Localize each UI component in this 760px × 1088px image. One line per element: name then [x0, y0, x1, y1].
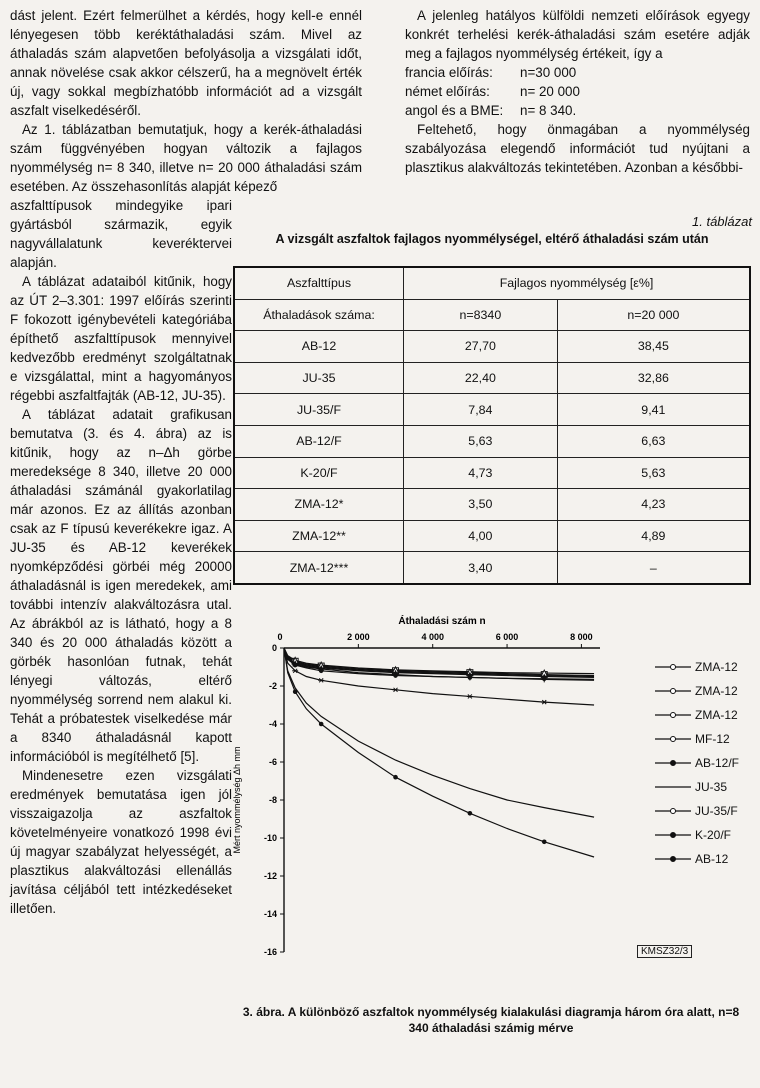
- legend-swatch: [655, 854, 691, 864]
- regulation-label: angol és a BME:: [405, 103, 504, 118]
- table-header-row: [234, 267, 750, 299]
- x-tick-label: 6 000: [495, 632, 519, 642]
- regulation-row: [405, 101, 750, 120]
- right-paragraph-1: A jelenleg hatályos külföldi nemzeti előírások egyegy konkrét terhelési kerék-áthaladási szám esetére adják meg a fajlagos nyommélység értékeit, így a: [405, 8, 750, 61]
- header-type: Aszfalttípus: [234, 267, 404, 299]
- y-tick-label: -4: [268, 719, 277, 729]
- x-tick-label: 4 000: [421, 632, 444, 642]
- table-number: 1. táblázat: [692, 214, 752, 229]
- figure-caption: 3. ábra. A különböző aszfaltok nyommélység kialakulási diagramja három óra alatt, n=8 340 áthaladási számig mérve: [242, 1005, 740, 1035]
- left-paragraph-3: aszfalttípusok mindegyike ipari gyártásból származik, egyik nagyvállalatunk keveréktervei alapján.: [10, 198, 232, 270]
- legend-item: [655, 852, 728, 866]
- left-paragraph-2: Az 1. táblázatban bemutatjuk, hogy a kerék-áthaladási szám függvényében hogyan változik a fajlagos nyommélység n= 8 340, illetve n= 20 000 áthaladási szám esetében. Az összehasonlítás alapját képező: [10, 122, 362, 194]
- cell-type: JU-35: [234, 362, 404, 394]
- legend-swatch: [655, 710, 691, 720]
- subheader-n2: n=20 000: [557, 299, 750, 331]
- cell-v2: 9,41: [557, 394, 750, 426]
- x-tick-label: 8 000: [570, 632, 593, 642]
- left-paragraph-5: A táblázat adatait grafikusan bemutatva (3. és 4. ábra) az is kitűnik, hogy az n–Δh görbe meredeksége 8 340, illetve 20 000 áthaladási számánál gyakorlatilag már azonos. Ez az állítás azonban csak az F típusú keverékekre igaz. A JU-35 és AB-12 keverékek nyomképződési görbéi még 20000 áthaladásnál is igen meredekek, ami további intenzív alakváltozásra utal. Az ábrákból az is látható, hogy a 8 340 és 20 000 áthaladás között a görbék hasonlóan futnak, tehát lényegi változás, eltérő nyommélység sorrend nem alakul ki. Tehát a próbatestek viselkedése már a 8340 áthaladásnál kapott információból is megítélhető [5].: [10, 407, 232, 764]
- table-row: [234, 331, 750, 363]
- cell-v2: 4,23: [557, 489, 750, 521]
- table-row: [234, 552, 750, 584]
- regulation-label: német előírás:: [405, 84, 490, 99]
- legend-swatch: [655, 662, 691, 672]
- legend-label: AB-12/F: [695, 756, 740, 770]
- cell-v2: 38,45: [557, 331, 750, 363]
- left-paragraph-6: Mindenesetre ezen vizsgálati eredmények bemutatása igen jól visszaigazolja az aszfaltok követelményeire vonatkozó 1998 évi új magyar szabályzat helyességét, a plasztikus alakváltozási ellenállás javítása céljából tett intézkedéseket illetően.: [10, 768, 232, 916]
- x-axis-title: Áthaladási szám n: [398, 616, 486, 627]
- y-tick-label: -16: [263, 947, 277, 957]
- x-tick-label: 0: [277, 632, 283, 642]
- regulation-label: francia előírás:: [405, 65, 493, 80]
- table-row: [234, 489, 750, 521]
- left-narrow-block: [10, 196, 232, 918]
- legend-swatch: [655, 734, 691, 744]
- table-row: [234, 520, 750, 552]
- table-subheader-row: [234, 299, 750, 331]
- data-point: [542, 840, 547, 845]
- cell-type: JU-35/F: [234, 394, 404, 426]
- cell-v1: 4,73: [404, 457, 558, 489]
- legend-label: AB-12: [695, 852, 729, 866]
- table-title: A vizsgált aszfaltok fajlagos nyommélységel, eltérő áthaladási szám után: [275, 232, 709, 246]
- legend-item: [655, 804, 738, 818]
- legend-label: K-20/F: [695, 828, 732, 842]
- legend-item: [655, 828, 731, 842]
- legend-swatch: [655, 806, 691, 816]
- regulation-row: [405, 82, 750, 101]
- y-tick-label: -14: [263, 909, 277, 919]
- legend-label: ZMA-12: [695, 684, 738, 698]
- legend-item: [655, 780, 727, 794]
- y-axis-title: Mért nyommélység Δh mm: [232, 746, 242, 854]
- cell-v1: 7,84: [404, 394, 558, 426]
- legend-label: JU-35/F: [695, 804, 738, 818]
- legend-label: ZMA-12: [695, 660, 738, 674]
- regulation-value: n=30 000: [520, 65, 577, 80]
- cell-v1: 27,70: [404, 331, 558, 363]
- data-point: [468, 811, 473, 816]
- legend-item: [655, 732, 730, 746]
- data-point: [319, 722, 324, 727]
- cell-type: ZMA-12**: [234, 520, 404, 552]
- table-row: [234, 394, 750, 426]
- rut-depth-chart: [226, 612, 606, 972]
- subheader-n1: n=8340: [404, 299, 558, 331]
- x-tick-label: 2 000: [347, 632, 370, 642]
- cell-v2: 6,63: [557, 425, 750, 457]
- cell-v1: 22,40: [404, 362, 558, 394]
- regulation-value: n= 20 000: [520, 84, 580, 99]
- figure-code: KMSZ32/3: [637, 945, 692, 958]
- cell-v2: 5,63: [557, 457, 750, 489]
- cell-type: AB-12/F: [234, 425, 404, 457]
- cell-v2: –: [557, 552, 750, 584]
- table-row: [234, 362, 750, 394]
- right-paragraph-2: Feltehető, hogy önmagában a nyommélység szabályozása elegendő információt tud nyújtani a plasztikus alakváltozás tekintetében. Azonban a későbbi-: [405, 122, 750, 175]
- left-paragraph-4: A táblázat adataiból kitűnik, hogy az ÚT 2–3.301: 1997 előírás szerinti F fokozott igénybevételi kategóriába építhető aszfalttípusok mennyivel kedvezőbb eredményt szolgáltatnak e vizsgálattal, mint a hagyományos régebbi aszfaltfajták (AB-12, JU-35).: [10, 274, 232, 403]
- data-point: [293, 689, 298, 694]
- legend-item: [655, 708, 738, 722]
- cell-type: K-20/F: [234, 457, 404, 489]
- left-paragraph-1: dást jelent. Ezért felmerülhet a kérdés, hogy kell-e ennél lényegesen több keréktáthaladási szám. Mivel az áthaladás szám alapvetően befolyásolja a vizsgálati időt, annak növelése csak akkor célszerű, ha a megnövelt érték új, vagy sokkal megbízhatóbb információt ad a vizsgált aszfalt viselkedéséről.: [10, 8, 362, 118]
- cell-v2: 4,89: [557, 520, 750, 552]
- legend-label: JU-35: [695, 780, 728, 794]
- cell-v1: 3,40: [404, 552, 558, 584]
- cell-v1: 5,63: [404, 425, 558, 457]
- y-tick-label: -2: [268, 681, 277, 691]
- table-row: [234, 457, 750, 489]
- regulation-value: n= 8 340.: [520, 103, 577, 118]
- legend-item: [655, 684, 738, 698]
- y-tick-label: -10: [263, 833, 277, 843]
- right-column: [405, 6, 750, 177]
- regulation-row: [405, 63, 750, 82]
- cell-type: ZMA-12***: [234, 552, 404, 584]
- legend-swatch: [655, 830, 691, 840]
- legend-item: [655, 756, 739, 770]
- legend-label: ZMA-12: [695, 708, 738, 722]
- cell-v1: 4,00: [404, 520, 558, 552]
- y-tick-label: -12: [263, 871, 277, 881]
- cell-type: ZMA-12*: [234, 489, 404, 521]
- table-row: [234, 425, 750, 457]
- legend-label: MF-12: [695, 732, 730, 746]
- header-depth: Fajlagos nyommélység [ε%]: [404, 267, 751, 299]
- legend-swatch: [655, 758, 691, 768]
- cell-v1: 3,50: [404, 489, 558, 521]
- y-tick-label: -8: [268, 795, 277, 805]
- legend-swatch: [655, 686, 691, 696]
- subheader-label: Áthaladások száma:: [234, 299, 404, 331]
- results-table: [233, 266, 751, 585]
- y-tick-label: 0: [271, 643, 277, 653]
- legend-swatch: [655, 782, 691, 792]
- cell-type: AB-12: [234, 331, 404, 363]
- data-point: [393, 775, 398, 780]
- legend-item: [655, 660, 738, 674]
- y-tick-label: -6: [268, 757, 277, 767]
- cell-v2: 32,86: [557, 362, 750, 394]
